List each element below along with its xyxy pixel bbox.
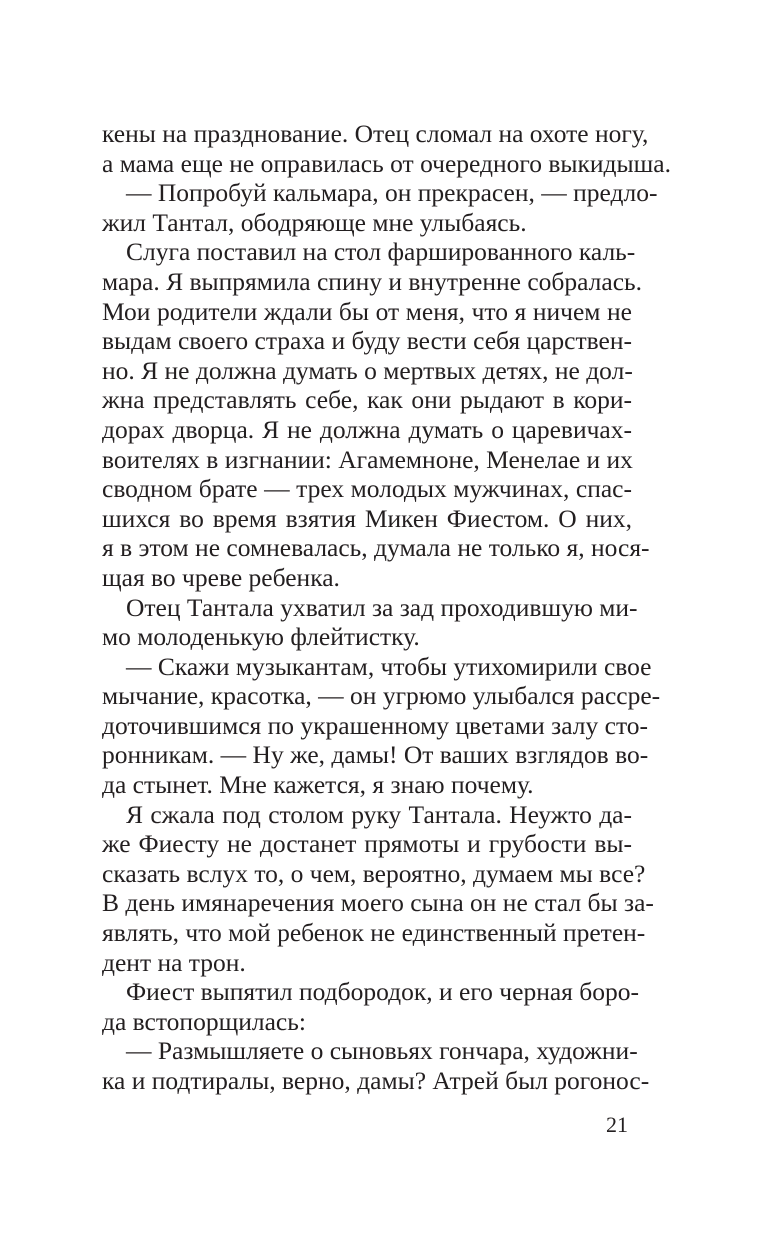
page-number: 21 [606,1112,628,1137]
text-line: Фиест выпятил подбородок, и его черная боро- [126,977,639,1007]
text-line: сказать вслух то, о чем, вероятно, думаем мы все? [102,858,646,888]
text-line: же Фиесту не достанет прямоты и грубости вы- [102,829,632,859]
text-line: дорах дворца. Я не должна думать о царевичах- [102,414,632,444]
text-line: я в этом не сомневалась, думала не только я, нося- [102,533,650,563]
text-line: но. Я не должна думать о мертвых детях, не дол- [102,355,633,385]
page-text [102,119,671,1096]
text-line: мара. Я выпрямила спину и внутренне собралась. [102,266,643,296]
text-line: ронникам. — Ну же, дамы! От ваших взглядов во- [102,740,649,770]
text-line: ка и подтиралы, верно, дамы? Атрей был рогонос- [102,1066,650,1095]
text-line: доточившимся по украшенному цветами залу сто- [102,710,649,740]
text-line: — Попробуй кальмара, он прекрасен, — предло- [126,178,658,208]
text-line: да стынет. Мне кажется, я знаю почему. [102,770,534,800]
text-line: — Размышляете о сыновьях гончара, художни- [126,1036,638,1066]
text-line: жна представлять себе, как они рыдают в кори- [102,385,632,415]
text-line: выдам своего страха и буду вести себя царствен- [102,326,632,356]
text-line: кены на празднование. Отец сломал на охоте ногу, [102,119,649,148]
text-line: Отец Тантала ухватил за зад проходившую ми- [126,592,638,622]
text-line: — Скажи музыкантам, чтобы утихомирили свое [126,651,652,681]
text-line: дент на трон. [102,947,246,977]
text-line: Мои родители ждали бы от меня, что я ничем не [102,296,632,326]
text-line: сводном брате — трех молодых мужчинах, спас- [102,474,632,504]
text-line: Я сжала под столом руку Тантала. Неужто да- [126,799,632,829]
text-line: Слуга поставил на стол фаршированного каль- [126,237,636,267]
text-line: В день имянаречения моего сына он не стал бы за- [102,888,654,918]
text-line: а мама еще не оправилась от очередного выкидыша. [102,148,671,178]
text-line: воителях в изгнании: Агамемноне, Менелае и их [102,444,633,474]
text-line: мо молоденькую флейтистку. [102,622,420,652]
text-line: мычание, красотка, — он угрюмо улыбался рассре- [102,681,661,711]
text-line: являть, что мой ребенок не единственный претен- [102,918,646,948]
text-line: шихся во время взятия Микен Фиестом. О них, [102,503,632,533]
text-line: щая во чреве ребенка. [102,562,340,592]
text-line: жил Тантал, ободряюще мне улыбаясь. [102,207,527,237]
text-line: да встопорщилась: [102,1006,306,1036]
